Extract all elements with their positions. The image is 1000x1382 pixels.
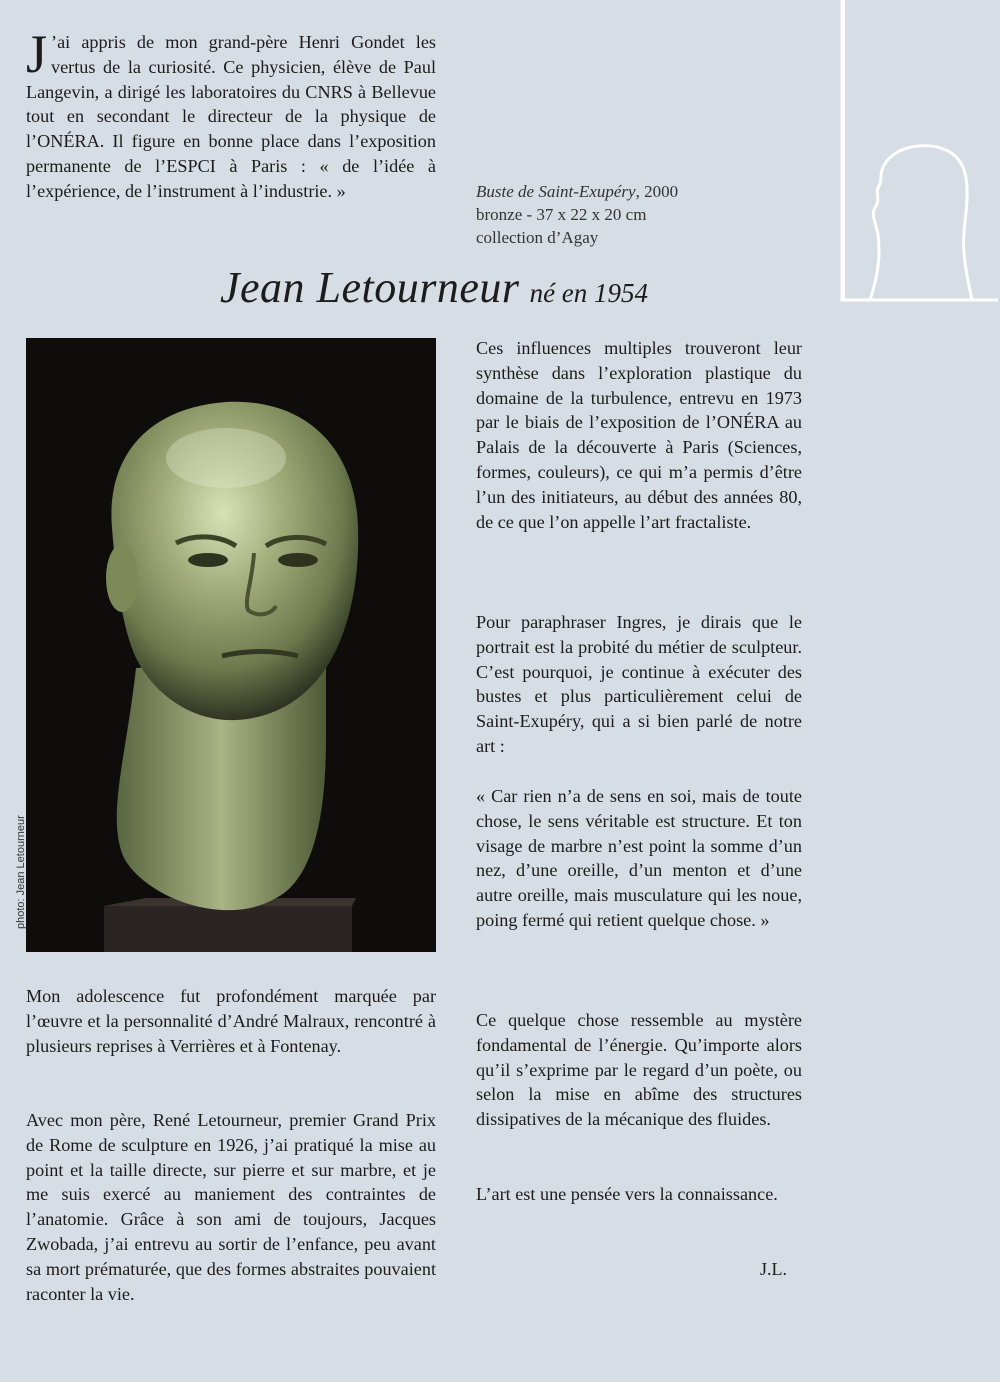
signature: J.L.	[760, 1259, 787, 1279]
paragraph-ingres: Pour paraphraser Ingres, je dirais que le portrait est la probité du métier de sculpteur. C’est pourquoi, je continue à exécuter des bustes et plus particulièrement celui de Saint-Exupéry, qui a si bien parlé de notre art :	[476, 612, 802, 756]
paragraph-influences: Ces influences multiples trouveront leur synthèse dans l’exploration plastique du domaine de la turbulence, entrevu en 1973 par le biais de l’exposition de l’ONÉRA au Palais de la découverte à Paris (Sciences, formes, couleurs), ce qui m’a permis d’être l’un des initiateurs, au début des années 80, de ce que l’on appelle l’art fractaliste.	[476, 338, 802, 532]
intro-text: ’ai appris de mon grand-père Henri Gondet les vertus de la curiosité. Ce physicien, élève de Paul Langevin, a dirigé les laboratoires du CNRS à Bellevue tout en secondant le directeur de la physique de l’ONÉRA. Il figure en bonne place dans l’exposition permanente de l’ESPCI à Paris : « de l’idée à l’expérience, de l’instrument à l’industrie. »	[26, 32, 436, 201]
intro-paragraph	[26, 24, 436, 204]
caption-material: bronze - 37 x 22 x 20 cm	[476, 205, 647, 224]
drop-cap: J	[26, 24, 48, 84]
photo-credit: photo: Jean Letourneur	[15, 815, 27, 929]
bust-photo	[26, 338, 436, 952]
paragraph-energy: Ce quelque chose ressemble au mystère fondamental de l’énergie. Qu’importe alors qu’il s’exprime par le regard d’un poète, ou selon la mise en abîme des structures dissipatives de la mécanique des fluides.	[476, 1010, 802, 1130]
paragraph-adolescence: Mon adolescence fut profondément marquée par l’œuvre et la personnalité d’André Malraux, rencontré à plusieurs reprises à Verrières et à Fontenay.	[26, 986, 436, 1056]
paragraph-father: Avec mon père, René Letourneur, premier Grand Prix de Rome de sculpture en 1926, j’ai pratiqué la mise au point et la taille directe, sur pierre et sur marbre, et je me suis exercé au maniement des contraintes de l’anatomie. Grâce à son ami de toujours, Jacques Zwobada, j’ai entrevu au sortir de l’enfance, peu avant sa mort prématurée, que des formes abstraites pouvaient raconter la vie.	[26, 1110, 436, 1304]
page-title	[220, 262, 780, 313]
sculpture-caption	[476, 180, 776, 249]
caption-title: Buste de Saint-Exupéry	[476, 182, 636, 201]
bust-illustration	[26, 338, 436, 952]
caption-collection: collection d’Agay	[476, 228, 599, 247]
paragraph-quote: « Car rien n’a de sens en soi, mais de toute chose, le sens véritable est structure. Et ton visage de marbre n’est point la somme d’un nez, d’une oreille, d’un menton et d’une autre oreille, mais musculature qui les noue, poing fermé qui retient quelque chose. »	[476, 786, 802, 930]
head-silhouette-frame	[840, 0, 1000, 302]
paragraph-art: L’art est une pensée vers la connaissance.	[476, 1184, 778, 1204]
artist-birth: né en 1954	[529, 278, 649, 308]
artist-name: Jean Letourneur	[220, 263, 520, 312]
caption-year: , 2000	[635, 182, 679, 201]
